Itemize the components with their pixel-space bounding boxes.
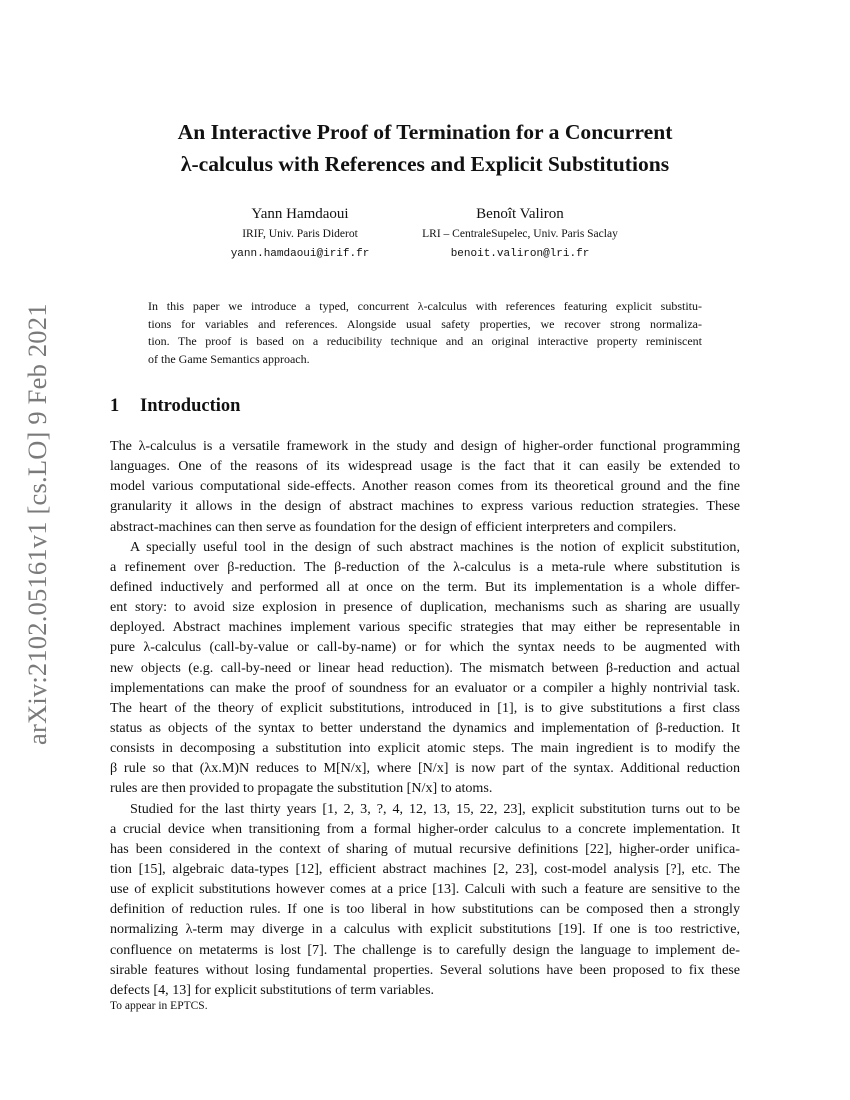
paragraph-line: normalizing λ-term may diverge in a calculus with explicit substitutions [19]. If one is too restrictive,: [110, 921, 740, 938]
paragraph-line: A specially useful tool in the design of such abstract machines is the notion of explicit substitution,: [130, 538, 740, 555]
paragraph-line: definition of reduction rules. If one is too liberal in how substitutions can be composed then a strongly: [110, 901, 740, 918]
section-heading: [110, 396, 240, 417]
paragraph-line: abstract-machines can then serve as foundation for the design of efficient interpreters and compilers.: [110, 518, 677, 535]
paragraph-line: deployed. Abstract machines implement various specific strategies that may either be representable in: [110, 619, 740, 636]
author-name: Yann Hamdaoui: [251, 206, 349, 222]
paragraph-line: use of explicit substitutions however comes at a price [13]. Calculi with such a feature are sensitive to the: [110, 881, 740, 898]
section-title: Introduction: [140, 396, 241, 416]
paragraph-line: model various computational side-effects. Another reason comes from its theoretical ground and the fine: [110, 478, 740, 495]
abstract-line: tions for variables and references. Alongside usual safety properties, we recover strong normaliza-: [148, 316, 702, 331]
paragraph-line: sirable features without losing fundamental properties. Several solutions have been proposed to fix these: [110, 961, 740, 978]
paragraph-line: rules are then provided to propagate the substitution [N/x] to atoms.: [110, 780, 493, 797]
paragraph-line: The heart of the theory of explicit substitutions, introduced in [1], is to give substitutions a first class: [110, 699, 740, 716]
abstract: [148, 298, 702, 368]
paragraph-line: Studied for the last thirty years [1, 2, 3, ?, 4, 12, 13, 15, 22, 23], explicit substitution turns out to be: [130, 800, 740, 817]
title-line-1: An Interactive Proof of Termination for a Concurrent: [177, 120, 673, 144]
paragraph-line: implementations can make the proof of soundness for an evaluator or a compiler a highly nontrivial task.: [110, 679, 740, 696]
author-block-1: [200, 204, 400, 264]
title-line-2: λ-calculus with References and Explicit Substitutions: [180, 152, 670, 176]
paragraph-line: defined inductively and performed all at once on the term. But its implementation is a whole differ-: [110, 578, 740, 595]
paragraph-line: status as objects of the syntax to better understand the dynamics and implementation of β-reduction. It: [110, 719, 740, 736]
paragraph-line: has been considered in the context of sharing of mutual recursive definitions [22], higher-order unifica-: [110, 840, 740, 857]
paragraph-line: a refinement over β-reduction. The β-reduction of the λ-calculus is a meta-rule where substitution is: [110, 558, 740, 575]
paragraph-line: a crucial device when transitioning from a formal higher-order calculus to a concrete implementation. It: [110, 820, 740, 837]
paragraph-line: consists in decomposing a substitution into explicit atomic steps. The main ingredient is to modify the: [110, 740, 740, 757]
abstract-line: of the Game Semantics approach.: [148, 351, 310, 366]
paragraph-line: new objects (e.g. call-by-need or linear head reduction). The mismatch between β-reduction and actual: [110, 659, 740, 676]
paragraph-line: ent story: to avoid size explosion in presence of duplication, mechanisms such as sharing are usually: [110, 599, 740, 616]
paragraph-line: confluence on metaterms is lost [7]. The challenge is to carefully design the language to implement de-: [110, 941, 740, 958]
introduction-body: [110, 436, 740, 1000]
paragraph-line: The λ-calculus is a versatile framework in the study and design of higher-order functional programming: [110, 438, 740, 454]
author-name: Benoît Valiron: [476, 206, 564, 222]
author-affiliation: LRI – CentraleSupelec, Univ. Paris Saclay: [422, 228, 618, 240]
paragraph-line: β rule so that (λx.M)N reduces to M[N/x], where [N/x] is now part of the syntax. Additional reduction: [110, 760, 740, 777]
section-number: 1: [110, 396, 120, 416]
paper-title: [108, 116, 742, 180]
abstract-line: tion. The proof is based on a reducibility technique and an original interactive property reminiscent: [148, 334, 702, 348]
author-email: benoit.valiron@lri.fr: [450, 248, 590, 260]
author-affiliation: IRIF, Univ. Paris Diderot: [242, 228, 358, 240]
paragraph-line: defects [4, 13] for explicit substitutions of term variables.: [110, 981, 435, 998]
author-block-2: [400, 204, 640, 264]
paragraph-line: languages. One of the reasons of its widespread usage is the fact that it can easily be extended to: [110, 458, 740, 475]
author-email: yann.hamdaoui@irif.fr: [230, 248, 370, 260]
footnote: To appear in EPTCS.: [110, 1000, 208, 1012]
paragraph-line: tion [15], algebraic data-types [12], efficient abstract machines [2, 23], cost-model analysis [?], etc. The: [110, 860, 740, 877]
paragraph-line: pure λ-calculus (call-by-value or call-by-name) or for which the syntax needs to be augmented with: [110, 639, 740, 656]
paragraph-line: granularity it allows in the design of abstract machines to express various reduction strategies. These: [110, 498, 740, 515]
arxiv-identifier-stamp: arXiv:2102.05161v1 [cs.LO] 9 Feb 2021: [22, 303, 52, 745]
abstract-line: In this paper we introduce a typed, concurrent λ-calculus with references featuring explicit substitu-: [148, 299, 702, 313]
